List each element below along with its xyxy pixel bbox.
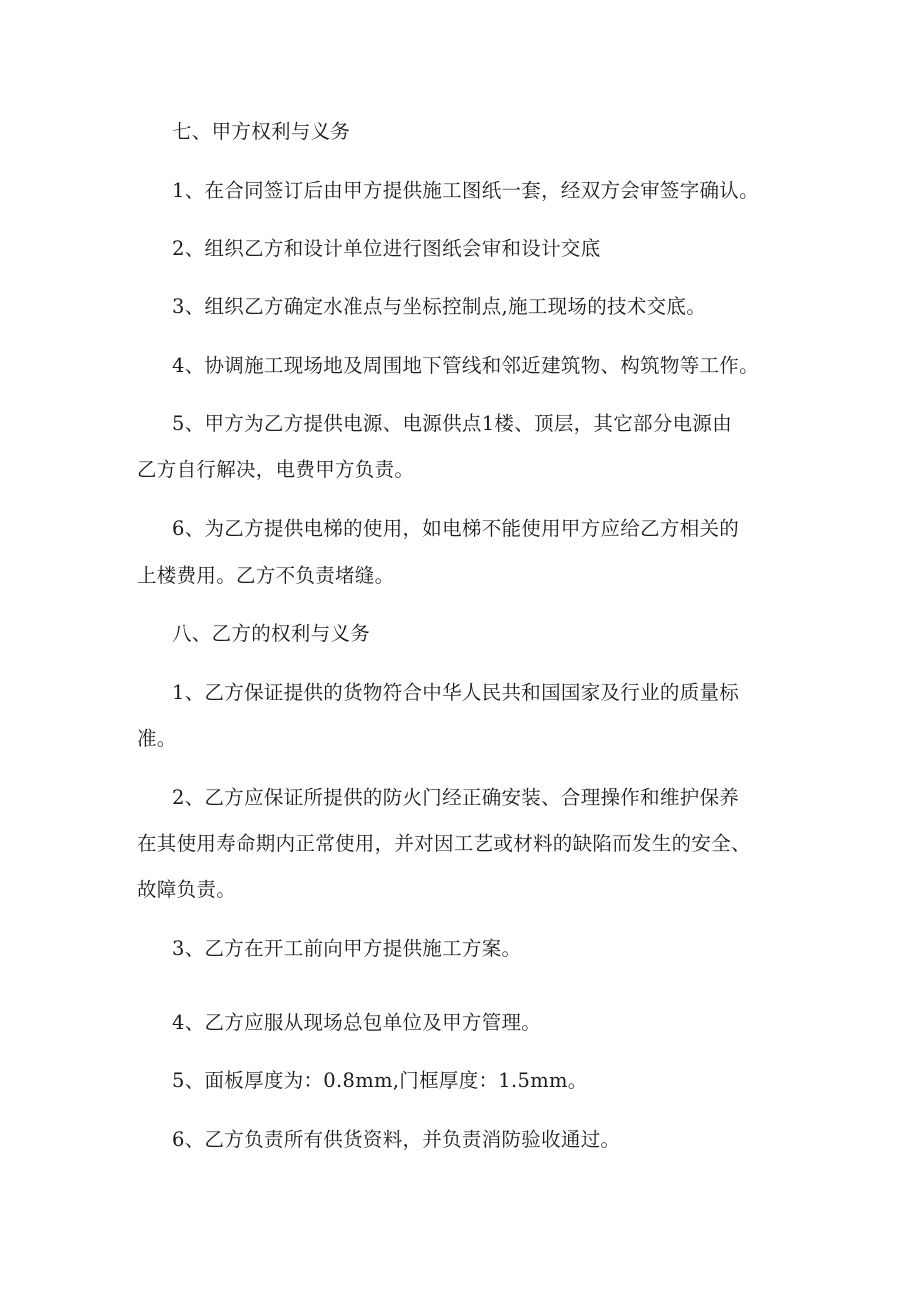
section-eight-item-1-line-1: 1、乙方保证提供的货物符合中华人民共和国国家及行业的质量标 [172, 681, 740, 704]
section-seven-item-6-line-2: 上楼费用。乙方不负责堵缝。 [137, 564, 395, 587]
section-eight-heading: 八、乙方的权利与义务 [172, 622, 371, 645]
section-seven-item-3: 3、组织乙方确定水准点与坐标控制点,施工现场的技术交底。 [172, 295, 707, 318]
section-seven-heading: 七、甲方权利与义务 [172, 120, 351, 143]
section-eight-item-2-line-2: 在其使用寿命期内正常使用，并对因工艺或材料的缺陷而发生的安全、 [137, 832, 751, 855]
section-seven-item-2: 2、组织乙方和设计单位进行图纸会审和设计交底 [172, 237, 601, 260]
section-eight-item-6: 6、乙方负责所有供货资料，并负责消防验收通过。 [172, 1128, 621, 1151]
section-seven-item-1: 1、在合同签订后由甲方提供施工图纸一套，经双方会审签字确认。 [172, 179, 759, 202]
section-eight-item-2-line-3: 故障负责。 [137, 878, 237, 901]
section-eight-item-5: 5、面板厚度为：0.8mm,门框厚度：1.5mm。 [172, 1069, 588, 1092]
section-seven-item-6-line-1: 6、为乙方提供电梯的使用，如电梯不能使用甲方应给乙方相关的 [172, 517, 740, 540]
section-eight-item-2-line-1: 2、乙方应保证所提供的防火门经正确安装、合理操作和维护保养 [172, 786, 740, 809]
section-seven-item-5-line-1: 5、甲方为乙方提供电源、电源供点1楼、顶层，其它部分电源由 [172, 412, 733, 435]
section-eight-item-1-line-2: 准。 [137, 727, 177, 750]
section-eight-item-4: 4、乙方应服从现场总包单位及甲方管理。 [172, 1011, 542, 1034]
section-seven-item-5-line-2: 乙方自行解决，电费甲方负责。 [137, 458, 415, 481]
section-eight-item-3: 3、乙方在开工前向甲方提供施工方案。 [172, 937, 522, 960]
section-seven-item-4: 4、协调施工现场地及周围地下管线和邻近建筑物、构筑物等工作。 [172, 354, 759, 377]
